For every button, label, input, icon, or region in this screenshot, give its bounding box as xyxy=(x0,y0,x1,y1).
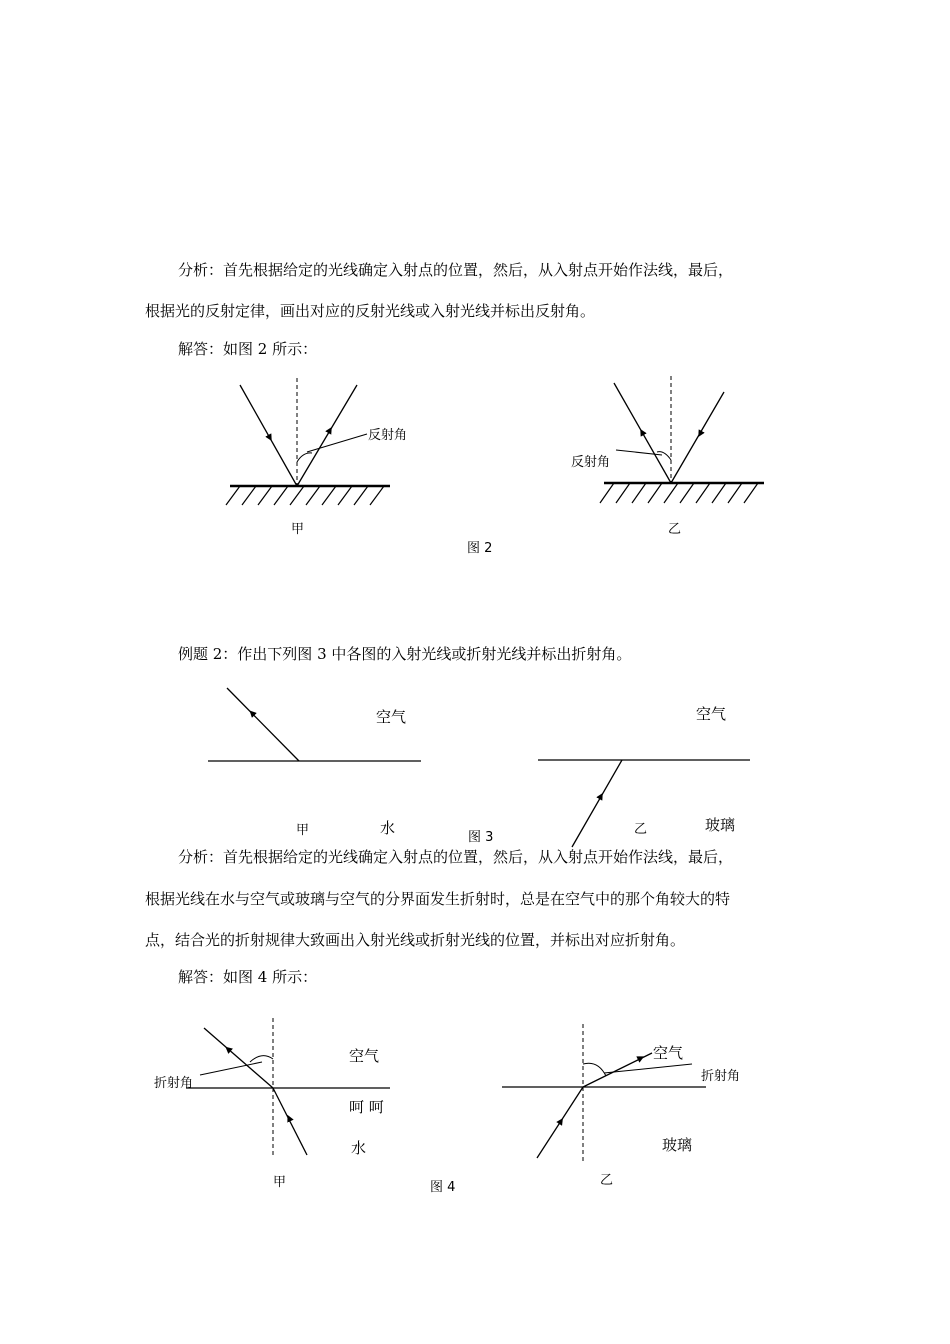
angle-leader xyxy=(200,1062,262,1075)
figure-2-right-sublabel: 乙 xyxy=(668,522,682,537)
answer-line-2: 解答：如图 4 所示： xyxy=(178,968,318,986)
glass-label: 玻璃 xyxy=(705,816,736,834)
air-label: 空气 xyxy=(349,1047,380,1065)
refracted-ray xyxy=(583,1053,652,1087)
figure-3-right-sublabel: 乙 xyxy=(634,822,648,837)
reflection-angle-arc xyxy=(297,453,312,462)
angle-leader xyxy=(307,434,367,452)
reflection-angle-arc xyxy=(657,452,671,460)
analysis-paragraph-1-line-2: 根据光的反射定律，画出对应的反射光线或入射光线并标出反射角。 xyxy=(145,302,596,320)
refraction-angle-arc xyxy=(583,1063,606,1076)
air-label: 空气 xyxy=(376,708,407,726)
air-label: 空气 xyxy=(696,705,727,723)
figure-4-right-sublabel: 乙 xyxy=(600,1173,614,1188)
water-label: 水 xyxy=(380,819,396,837)
mirror-hatching xyxy=(226,486,384,505)
angle-leader xyxy=(604,1064,692,1073)
glass-label: 玻璃 xyxy=(662,1136,693,1154)
incident-ray xyxy=(671,392,724,483)
figure-4-left-sublabel: 甲 xyxy=(273,1175,287,1190)
reflected-ray xyxy=(297,385,357,486)
refraction-angle-label: 折射角 xyxy=(154,1076,194,1091)
analysis-paragraph-2-line-2: 根据光线在水与空气或玻璃与空气的分界面发生折射时，总是在空气中的那个角较大的特 xyxy=(145,890,731,908)
incident-ray xyxy=(572,760,622,847)
example-2-prompt: 例题 2：作出下列图 3 中各图的入射光线或折射光线并标出折射角。 xyxy=(178,645,632,663)
incident-ray xyxy=(240,385,297,486)
figure-3-caption: 图 3 xyxy=(468,830,494,845)
incident-ray xyxy=(537,1087,583,1158)
analysis-paragraph-2-line-1: 分析：首先根据给定的光线确定入射点的位置，然后，从入射点开始作法线，最后， xyxy=(178,848,734,866)
incident-ray xyxy=(273,1088,307,1155)
figure-3-left-sublabel: 甲 xyxy=(296,823,310,838)
refraction-angle-label: 折射角 xyxy=(701,1069,741,1084)
refracted-ray xyxy=(227,688,299,761)
figure-3-left xyxy=(208,688,421,838)
refraction-angle-arc xyxy=(250,1056,273,1062)
analysis-paragraph-1-line-1: 分析：首先根据给定的光线确定入射点的位置，然后，从入射点开始作法线，最后， xyxy=(178,261,734,279)
analysis-paragraph-2-line-3: 点，结合光的折射规律大致画出入射光线或折射光线的位置，并标出对应折射角。 xyxy=(145,931,686,949)
angle-leader xyxy=(616,450,662,455)
figure-4-left xyxy=(154,1018,390,1190)
annotation-text: 呵 呵 xyxy=(349,1098,384,1116)
figure-4-caption: 图 4 xyxy=(430,1180,456,1195)
mirror-hatching xyxy=(600,483,758,503)
water-label: 水 xyxy=(351,1139,367,1157)
figure-2-left-reflection xyxy=(226,378,407,537)
refracted-ray xyxy=(204,1028,273,1088)
air-label: 空气 xyxy=(653,1044,684,1062)
reflection-angle-label: 反射角 xyxy=(571,455,611,470)
figure-4-right xyxy=(502,1024,740,1188)
figure-2-caption: 图 2 xyxy=(467,541,493,556)
figure-2-left-sublabel: 甲 xyxy=(291,522,305,537)
reflected-ray xyxy=(614,383,671,483)
figure-3-right xyxy=(538,705,750,847)
reflection-angle-label: 反射角 xyxy=(368,428,408,443)
figure-2-right-reflection xyxy=(571,376,764,537)
answer-line-1: 解答：如图 2 所示： xyxy=(178,340,318,358)
